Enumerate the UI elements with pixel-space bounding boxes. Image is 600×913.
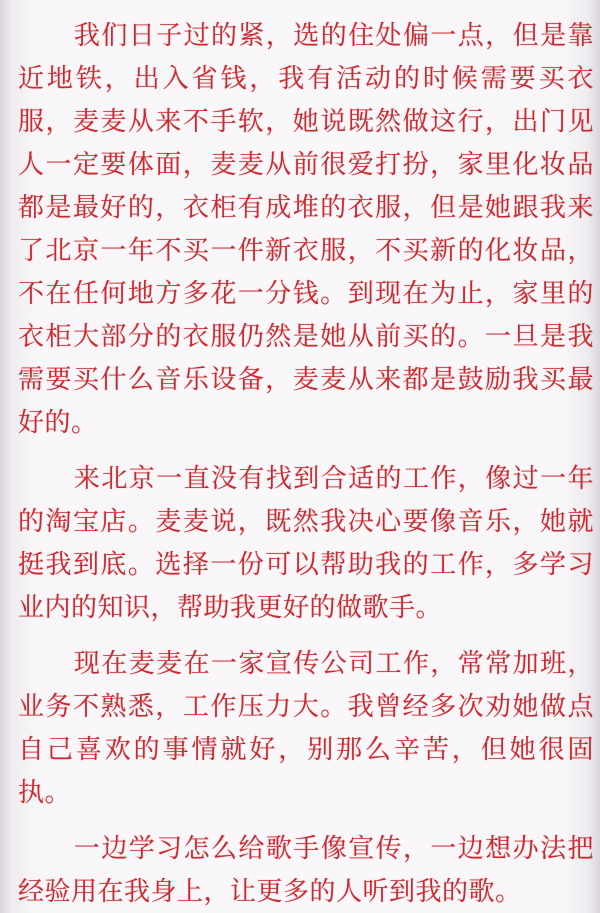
paragraph-3: 现在麦麦在一家宣传公司工作，常常加班，业务不熟悉，工作压力大。我曾经多次劝她做点自己喜欢的事情就好，别那么辛苦，但她很固执。 [18, 648, 594, 807]
paragraph-4: 一边学习怎么给歌手像宣传，一边想办法把经验用在我身上，让更多的人听到我的歌。 [18, 833, 594, 906]
paragraph-1: 我们日子过的紧，选的住处偏一点，但是靠近地铁，出入省钱，我有活动的时候需要买衣服，麦麦从来不手软，她说既然做这行，出门见人一定要体面，麦麦从前很爱打扮，家里化妆品都是最好的，衣柜有成堆的衣服，但是她跟我来了北京一年不买一件新衣服，不买新的化妆品，不在任何地方多花一分钱。到现在为止，家里的衣柜大部分的衣服仍然是她从前买的。一旦是我需要买什么音乐设备，麦麦从来都是鼓励我买最好的。 [18, 20, 594, 437]
paragraph-2: 来北京一直没有找到合适的工作，像过一年的淘宝店。麦麦说，既然我决心要像音乐，她就挺我到底。选择一份可以帮助我的工作，多学习业内的知识，帮助我更好的做歌手。 [18, 463, 594, 622]
